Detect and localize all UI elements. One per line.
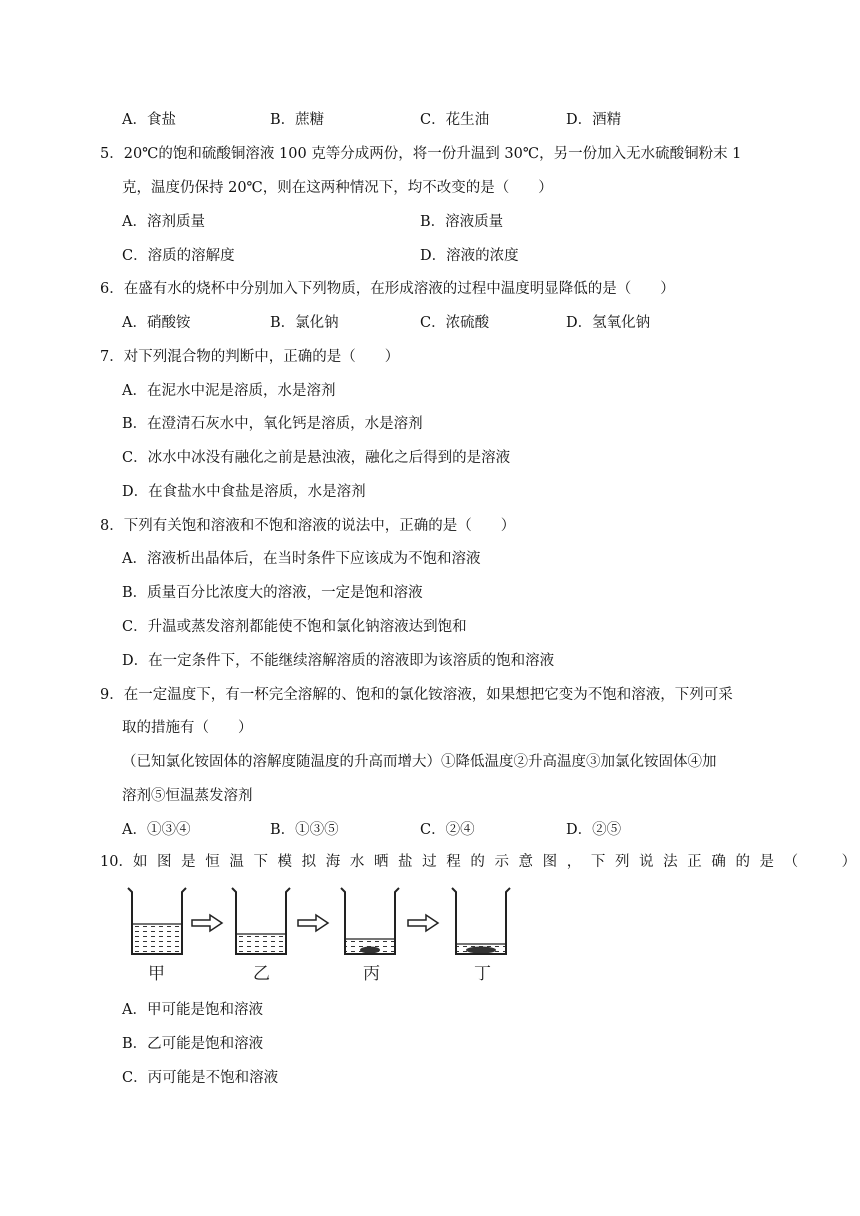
q4-option-a: A．食盐 — [122, 112, 176, 128]
arrow-icon — [192, 915, 222, 931]
q9-option-a: A．①③④ — [122, 822, 191, 838]
q8-option-d: D．在一定条件下，不能继续溶解溶质的溶液即为该溶质的饱和溶液 — [122, 653, 555, 669]
arrow-icon — [408, 915, 438, 931]
q6-stem: 6．在盛有水的烧杯中分别加入下列物质，在形成溶液的过程中温度明显降低的是（ ） — [100, 281, 675, 297]
q7-stem: 7．对下列混合物的判断中，正确的是（ ） — [100, 349, 400, 365]
q7-option-c: C．冰水中冰没有融化之前是悬浊液，融化之后得到的是溶液 — [122, 450, 511, 466]
label-jia: 甲 — [148, 964, 165, 984]
label-yi: 乙 — [253, 964, 270, 984]
q6-option-a: A．硝酸铵 — [122, 315, 191, 331]
beaker-jia — [128, 888, 186, 954]
q10-option-c: C．丙可能是不饱和溶液 — [122, 1070, 279, 1086]
q9-note-line1: （已知氯化铵固体的溶解度随温度的升高而增大）①降低温度②升高温度③加氯化铵固体④加 — [122, 754, 717, 770]
q9-option-d: D．②⑤ — [566, 822, 622, 838]
q4-option-c: C．花生油 — [420, 112, 490, 128]
q7-option-a: A．在泥水中泥是溶质，水是溶剂 — [122, 383, 336, 399]
beaker-diagram — [118, 884, 518, 984]
q8-option-a: A．溶液析出晶体后，在当时条件下应该成为不饱和溶液 — [122, 551, 481, 567]
q6-option-c: C．浓硫酸 — [420, 315, 490, 331]
q7-option-b: B．在澄清石灰水中，氧化钙是溶质，水是溶剂 — [122, 416, 423, 432]
q6-option-b: B．氯化钠 — [270, 315, 339, 331]
q9-option-b: B．①③⑤ — [270, 822, 339, 838]
q4-option-b: B．蔗糖 — [270, 112, 325, 128]
q10-option-a: A．甲可能是饱和溶液 — [122, 1002, 263, 1018]
beaker-ding — [452, 888, 510, 954]
beaker-bing — [341, 888, 399, 954]
q9-note-line2: 溶剂⑤恒温蒸发溶剂 — [122, 788, 253, 804]
q9-stem-line1: 9．在一定温度下，有一杯完全溶解的、饱和的氯化铵溶液，如果想把它变为不饱和溶液，下列可采 — [100, 687, 733, 703]
q5-stem-line1: 5．20℃的饱和硫酸铜溶液 100 克等分成两份，将一份升温到 30℃，另一份加入无水硫酸铜粉末 1 — [100, 146, 742, 162]
q9-stem-line2: 取的措施有（ ） — [122, 720, 253, 736]
arrow-icon — [298, 915, 328, 931]
q8-option-c: C．升温或蒸发溶剂都能使不饱和氯化钠溶液达到饱和 — [122, 619, 467, 635]
beaker-yi — [232, 888, 290, 954]
q7-option-d: D．在食盐水中食盐是溶质，水是溶剂 — [122, 484, 366, 500]
label-ding: 丁 — [474, 964, 491, 984]
q10-stem-text: 如图是恒温下模拟海水晒盐过程的示意图，下列说法正确的是 — [132, 854, 784, 870]
q5-option-c: C．溶质的溶解度 — [122, 248, 235, 264]
q10-number: 10． — [100, 854, 133, 870]
q5-option-a: A．溶剂质量 — [122, 214, 205, 230]
q5-stem-line2: 克，温度仍保持 20℃，则在这两种情况下，均不改变的是（ ） — [122, 180, 553, 196]
q5-option-b: B．溶液质量 — [420, 214, 504, 230]
q8-stem: 8．下列有关饱和溶液和不饱和溶液的说法中，正确的是（ ） — [100, 518, 516, 534]
q6-option-d: D．氢氧化钠 — [566, 315, 651, 331]
q9-option-c: C．②④ — [420, 822, 475, 838]
q10-option-b: B．乙可能是饱和溶液 — [122, 1036, 264, 1052]
q4-option-d: D．酒精 — [566, 112, 622, 128]
q10-stem — [100, 852, 857, 872]
q5-option-d: D．溶液的浓度 — [420, 248, 519, 264]
q10-bracket: （ ） — [783, 854, 857, 870]
q8-option-b: B．质量百分比浓度大的溶液，一定是饱和溶液 — [122, 585, 423, 601]
evaporation-figure — [118, 884, 518, 984]
label-bing: 丙 — [363, 964, 380, 984]
